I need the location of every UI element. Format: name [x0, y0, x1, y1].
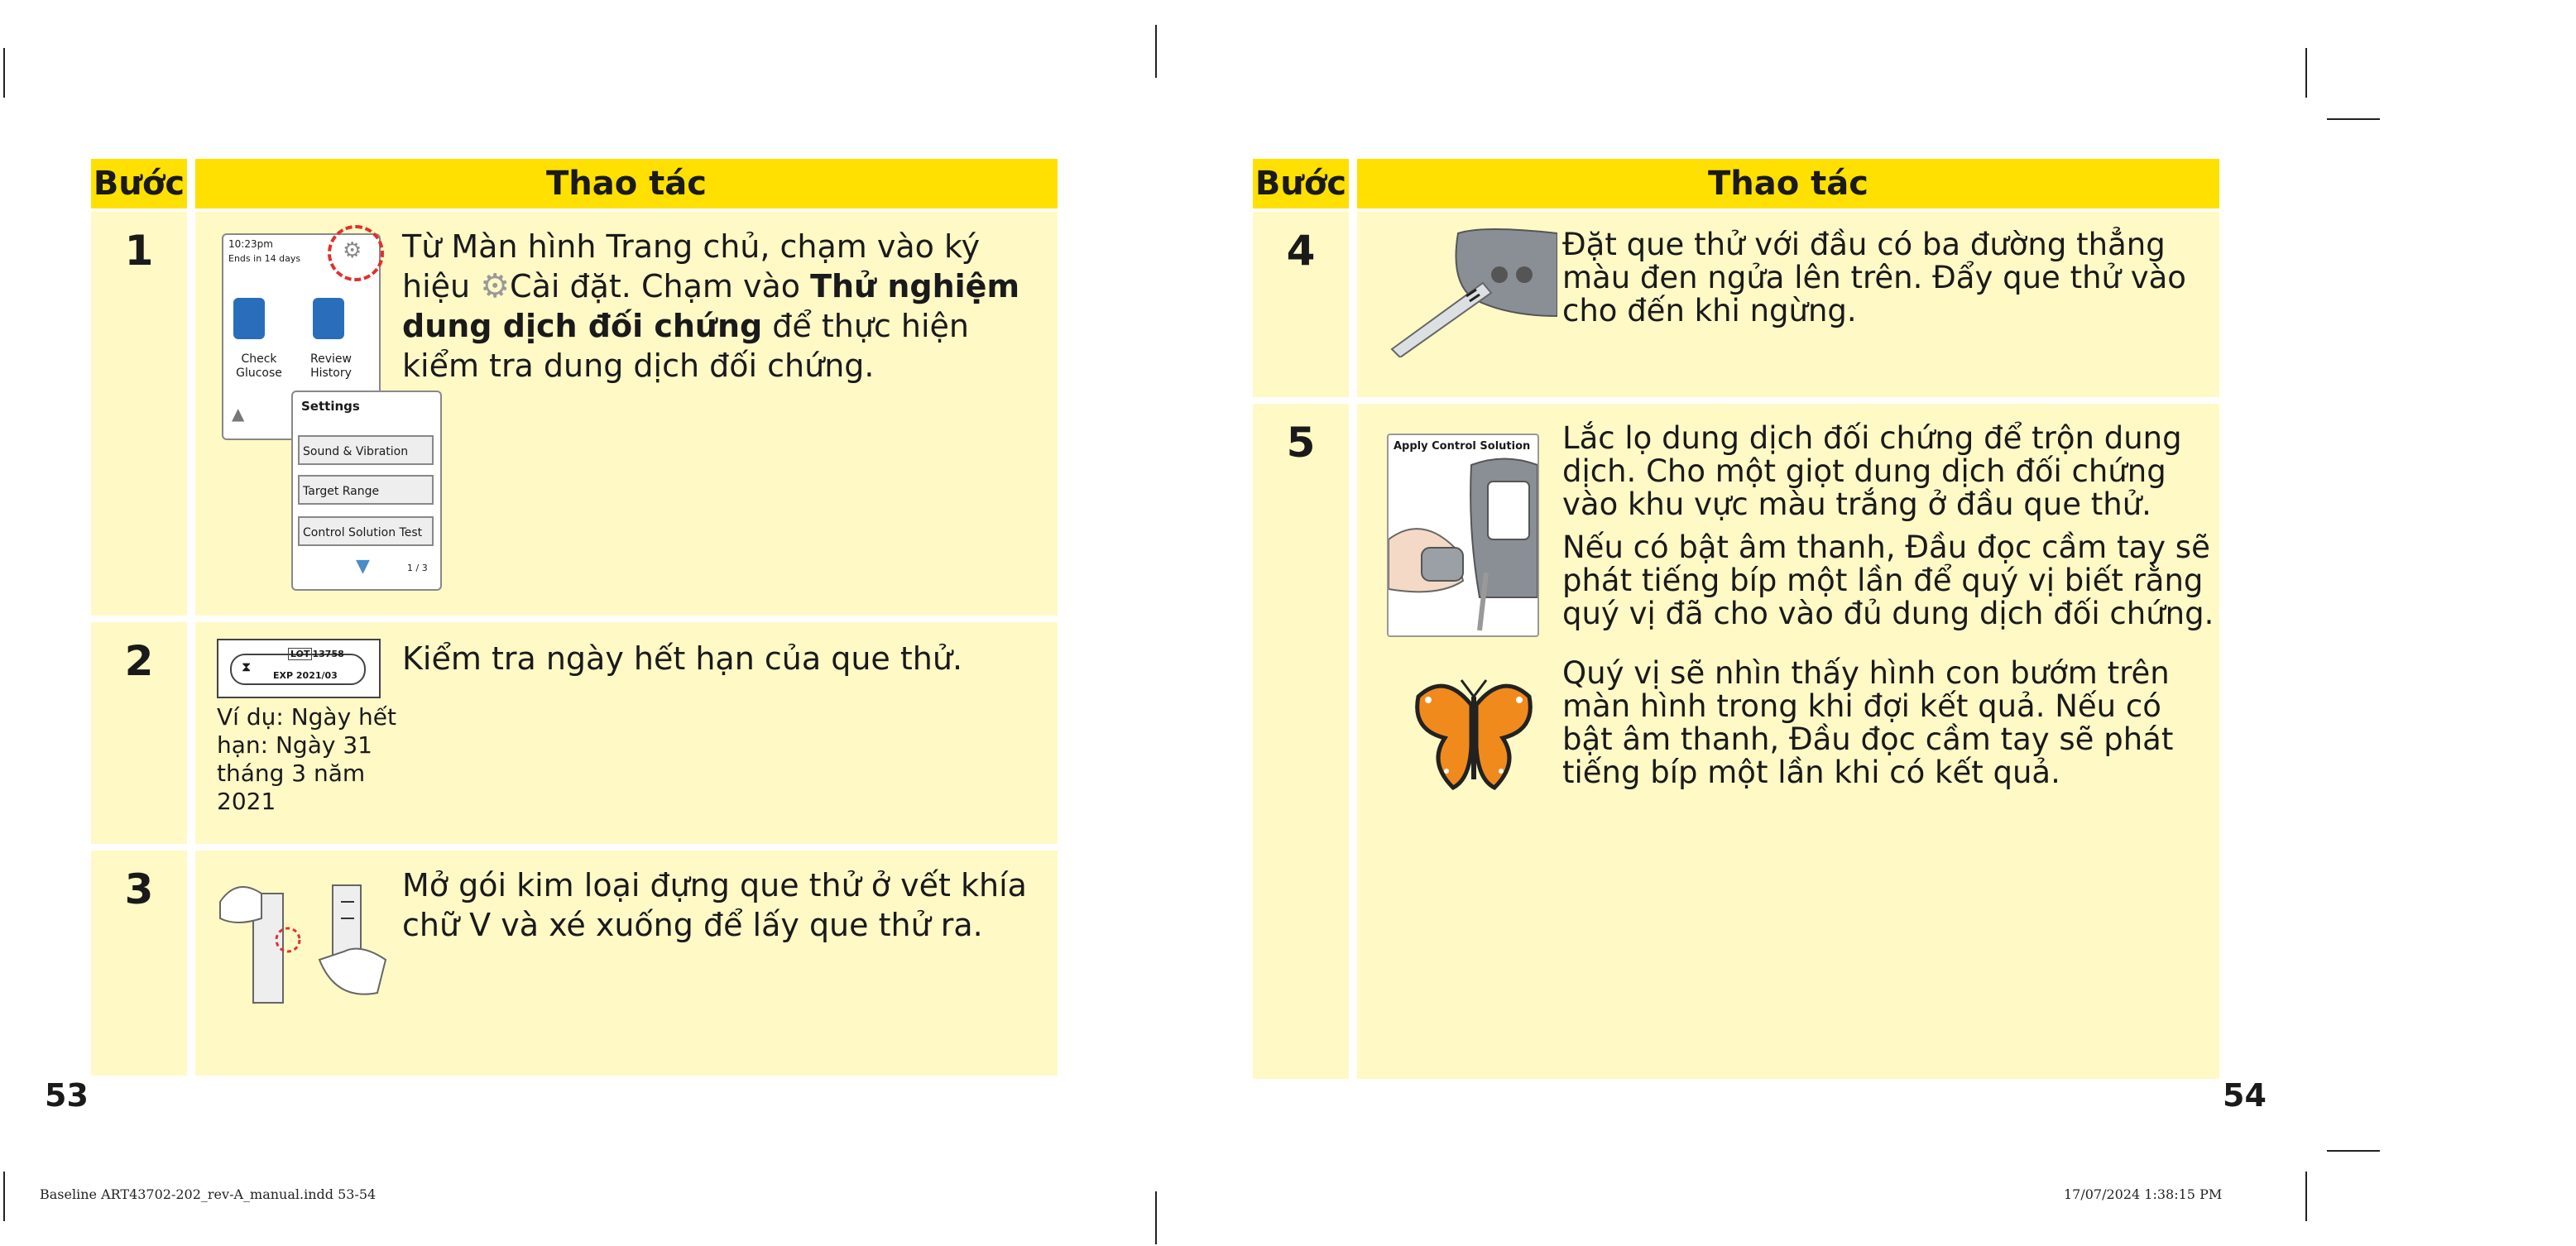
gear-icon: ⚙	[480, 267, 511, 305]
sensor-icon	[233, 298, 265, 339]
step-5-text-2: Nếu có bật âm thanh, Đầu đọc cầm tay sẽ phát tiếng bíp một lần để quý vị biết rằng quý vị đã cho vào đủ dung dịch đối chứng.	[1562, 530, 2214, 631]
step-number: 4	[1286, 227, 1316, 275]
settings-title: Settings	[301, 399, 360, 414]
step-column-header: Bước	[1253, 159, 1349, 208]
screen-ends: Ends in 14 days	[228, 253, 301, 264]
step-1-text: Từ Màn hình Trang chủ, chạm vào ký hiệu ⚙Cài đặt. Chạm vào Thử nghiệm dung dịch đối chứng để thực hiện kiểm tra dung dịch đối chứng.	[402, 228, 1020, 384]
menu-item: Target Range	[298, 475, 434, 505]
action-column-header: Thao tác	[1357, 159, 2219, 208]
history-icon	[313, 298, 344, 339]
menu-item: Control Solution Test	[298, 516, 434, 546]
step-column-header: Bước	[91, 159, 187, 208]
step-4-text: Đặt que thử với đầu có ba đường thẳng màu đen ngửa lên trên. Đẩy que thử vào cho đến khi ngừng.	[1562, 227, 2186, 328]
exp-label: EXP 2021/03	[273, 670, 338, 681]
expiry-label-illustration	[217, 639, 381, 698]
step-number: 5	[1286, 419, 1316, 467]
step-2-caption: Ví dụ: Ngày hết hạn: Ngày 31 tháng 3 năm 2021	[217, 703, 396, 815]
step-2-text: Kiểm tra ngày hết hạn của que thử.	[402, 640, 963, 677]
lot-value: 13758	[312, 649, 344, 659]
step-number: 2	[124, 637, 154, 685]
step-number-cell	[91, 212, 187, 616]
step-number: 1	[124, 227, 154, 275]
bell-icon: ▲	[232, 404, 245, 424]
image-label: Apply Control Solution	[1394, 440, 1531, 453]
timestamp-slug: 17/07/2024 1:38:15 PM	[2064, 1186, 2223, 1202]
step-number-cell	[1253, 212, 1349, 397]
step-3-text: Mở gói kim loại đựng que thử ở vết khía chữ V và xé xuống để lấy que thử ra.	[402, 867, 1027, 943]
step-number-cell	[91, 851, 187, 1076]
step-number-cell	[91, 622, 187, 844]
file-slug: Baseline ART43702-202_rev-A_manual.indd 53-54	[40, 1186, 377, 1202]
down-arrow-icon: ▼	[356, 556, 370, 577]
check-glucose-label: Check Glucose	[236, 352, 282, 380]
step-number: 3	[124, 865, 154, 913]
page-number: 53	[45, 1077, 89, 1114]
crop-mark	[2327, 118, 2380, 120]
review-history-label: Review History	[310, 352, 352, 380]
menu-item: Sound & Vibration	[298, 435, 434, 465]
page-number: 54	[2223, 1077, 2267, 1114]
crop-mark	[2305, 48, 2307, 98]
step-5-text-1: Lắc lọ dung dịch đối chứng để trộn dung dịch. Cho một giọt dung dịch đối chứng vào khu vực màu trắng ở đầu que thử.	[1562, 420, 2182, 522]
crop-mark	[2305, 1172, 2307, 1221]
crop-mark	[3, 1172, 5, 1221]
pager: 1 / 3	[407, 563, 428, 573]
butterfly-icon	[1412, 672, 1536, 803]
settings-panel-illustration	[291, 391, 442, 591]
step-5-text-3: Quý vị sẽ nhìn thấy hình con bướm trên màn hình trong khi đợi kết quả. Nếu có bật âm thanh, Đầu đọc cầm tay sẽ phát tiếng bíp một lần khi có kết quả.	[1562, 655, 2174, 790]
crop-mark	[1155, 1191, 1157, 1244]
foil-pouch-illustration	[212, 869, 392, 1009]
crop-mark	[1155, 25, 1157, 78]
crop-mark	[2327, 1150, 2380, 1152]
screen-time: 10:23pm	[228, 238, 273, 250]
lot-label: LOT	[288, 648, 312, 660]
crop-mark	[3, 48, 5, 98]
step-number-cell	[1253, 404, 1349, 1079]
action-column-header: Thao tác	[195, 159, 1058, 208]
hourglass-icon: ⧗	[242, 659, 252, 674]
apply-control-solution-illustration	[1387, 434, 1539, 637]
insert-strip-illustration	[1384, 225, 1557, 357]
gear-icon: ⚙	[343, 238, 362, 263]
